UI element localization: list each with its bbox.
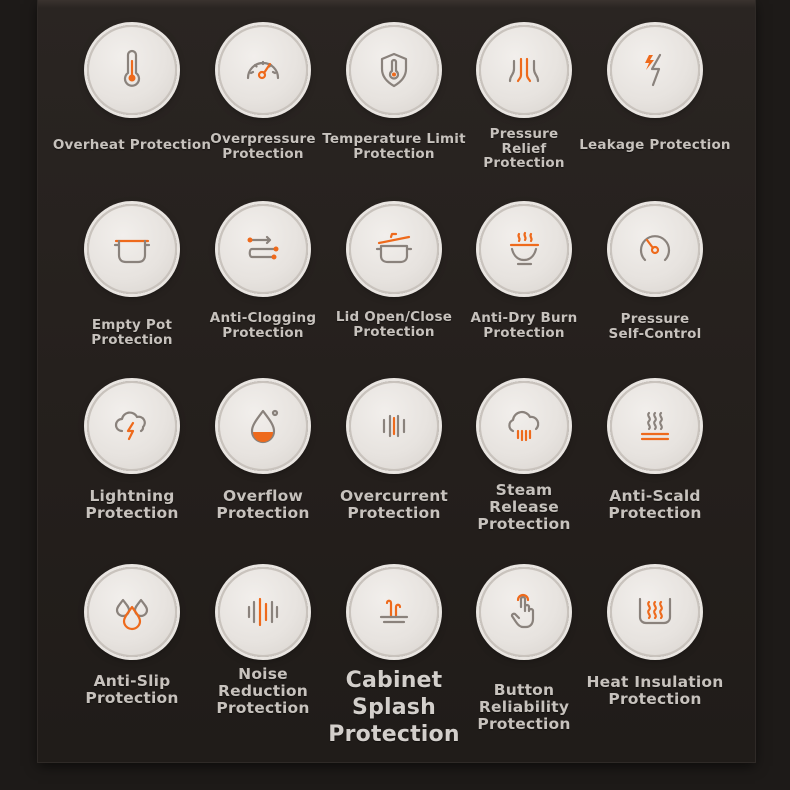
feature-badge (87, 381, 177, 471)
feature-label: Protection (608, 504, 702, 522)
feature-badge (349, 204, 439, 294)
gauge-icon (238, 45, 288, 95)
feature-label: Relief (501, 140, 547, 157)
feature-label: Reliability (478, 698, 570, 716)
feature-item-empty-pot (57, 204, 207, 374)
feature-badge (218, 567, 308, 657)
feature-badge (87, 204, 177, 294)
water-drops-icon (107, 587, 157, 637)
feature-label: Protection (483, 155, 565, 171)
feature-label: Lightning (89, 487, 175, 505)
feature-label: Overflow (222, 487, 304, 505)
feature-item-pressure-self-control (580, 204, 730, 374)
heat-waves-icon (630, 401, 680, 451)
finger-press-icon (499, 587, 549, 637)
feature-item-overheat (52, 25, 212, 195)
feature-badge (479, 381, 569, 471)
feature-label: Protection (85, 689, 179, 707)
pressure-relief-icon (499, 45, 549, 95)
feature-item-lid (319, 204, 469, 374)
feature-label: Temperature Limit (322, 131, 466, 147)
feature-label: Protection (608, 690, 702, 708)
shield-thermometer-icon (369, 45, 419, 95)
feature-badge (479, 567, 569, 657)
feature-label: Splash (352, 695, 436, 720)
feature-badge (610, 567, 700, 657)
feature-label: Leakage Protection (579, 137, 731, 153)
feature-label: Overcurrent (339, 487, 449, 505)
empty-pot-icon (107, 224, 157, 274)
current-bars-icon (369, 401, 419, 451)
heat-container-icon (630, 587, 680, 637)
feature-label: Heat Insulation (586, 673, 724, 691)
feature-badge (349, 567, 439, 657)
feature-item-overpressure (188, 25, 338, 195)
feature-label: Cabinet (345, 668, 443, 693)
feature-label: Anti-Scald (609, 487, 701, 505)
feature-badge (479, 204, 569, 294)
feature-label: Protection (328, 722, 460, 747)
feature-item-button-reliability (449, 567, 599, 737)
feature-label: Protection (222, 145, 304, 162)
feature-item-heat-insulation (580, 567, 730, 737)
feature-badge (349, 25, 439, 115)
feature-label: Release (489, 498, 559, 516)
feature-badge (610, 204, 700, 294)
feature-label: Protection (353, 323, 435, 340)
pot-lid-icon (369, 224, 419, 274)
pipe-flow-icon (238, 224, 288, 274)
feature-label: Self-Control (608, 325, 702, 342)
feature-label: Anti-Dry Burn (470, 310, 578, 326)
gauge-icon (630, 224, 680, 274)
feature-item-anti-dry-burn (449, 204, 599, 374)
feature-badge (479, 25, 569, 115)
feature-badge (218, 25, 308, 115)
panel-top-edge (38, 0, 755, 8)
water-drop-icon (238, 401, 288, 451)
feature-label: Protection (216, 504, 310, 522)
steam-cloud-icon (499, 401, 549, 451)
feature-badge (218, 381, 308, 471)
feature-label: Protection (85, 504, 179, 522)
feature-item-anti-scald (580, 381, 730, 551)
feature-label: Protection (353, 145, 435, 162)
feature-item-steam-release (449, 381, 599, 551)
feature-label: Button (493, 681, 555, 699)
sound-bars-icon (238, 587, 288, 637)
feature-label: Protection (347, 504, 441, 522)
feature-label: Overheat Protection (52, 137, 212, 153)
feature-item-leakage (580, 25, 730, 195)
fountain-icon (369, 587, 419, 637)
feature-label: Overpressure (210, 131, 316, 147)
feature-label: Protection (477, 515, 571, 533)
feature-label: Protection (477, 715, 571, 733)
feature-badge (610, 25, 700, 115)
feature-badge (349, 381, 439, 471)
feature-badge (218, 204, 308, 294)
feature-item-lightning (57, 381, 207, 551)
cloud-lightning-icon (107, 401, 157, 451)
feature-label: Anti-Slip (93, 672, 171, 690)
feature-item-pressure-relief (449, 25, 599, 195)
feature-badge (610, 381, 700, 471)
thermometer-icon (107, 45, 157, 95)
feature-label: Pressure (620, 311, 690, 327)
feature-label: Anti-Clogging (209, 310, 317, 326)
feature-item-overflow (188, 381, 338, 551)
feature-badge (87, 25, 177, 115)
feature-label: Empty Pot Protection (91, 317, 173, 348)
feature-label: Protection (483, 324, 565, 341)
feature-label: Protection (216, 699, 310, 717)
feature-label: Lid Open/Close (335, 309, 453, 325)
feature-label: Pressure (489, 126, 559, 142)
feature-label: Steam (495, 481, 553, 499)
bowl-steam-icon (499, 224, 549, 274)
feature-badge (87, 567, 177, 657)
lightning-icon (630, 45, 680, 95)
feature-label: Reduction (218, 682, 308, 700)
feature-label: Noise (238, 665, 288, 683)
feature-item-anti-clogging (188, 204, 338, 374)
feature-label: Protection (222, 324, 304, 341)
